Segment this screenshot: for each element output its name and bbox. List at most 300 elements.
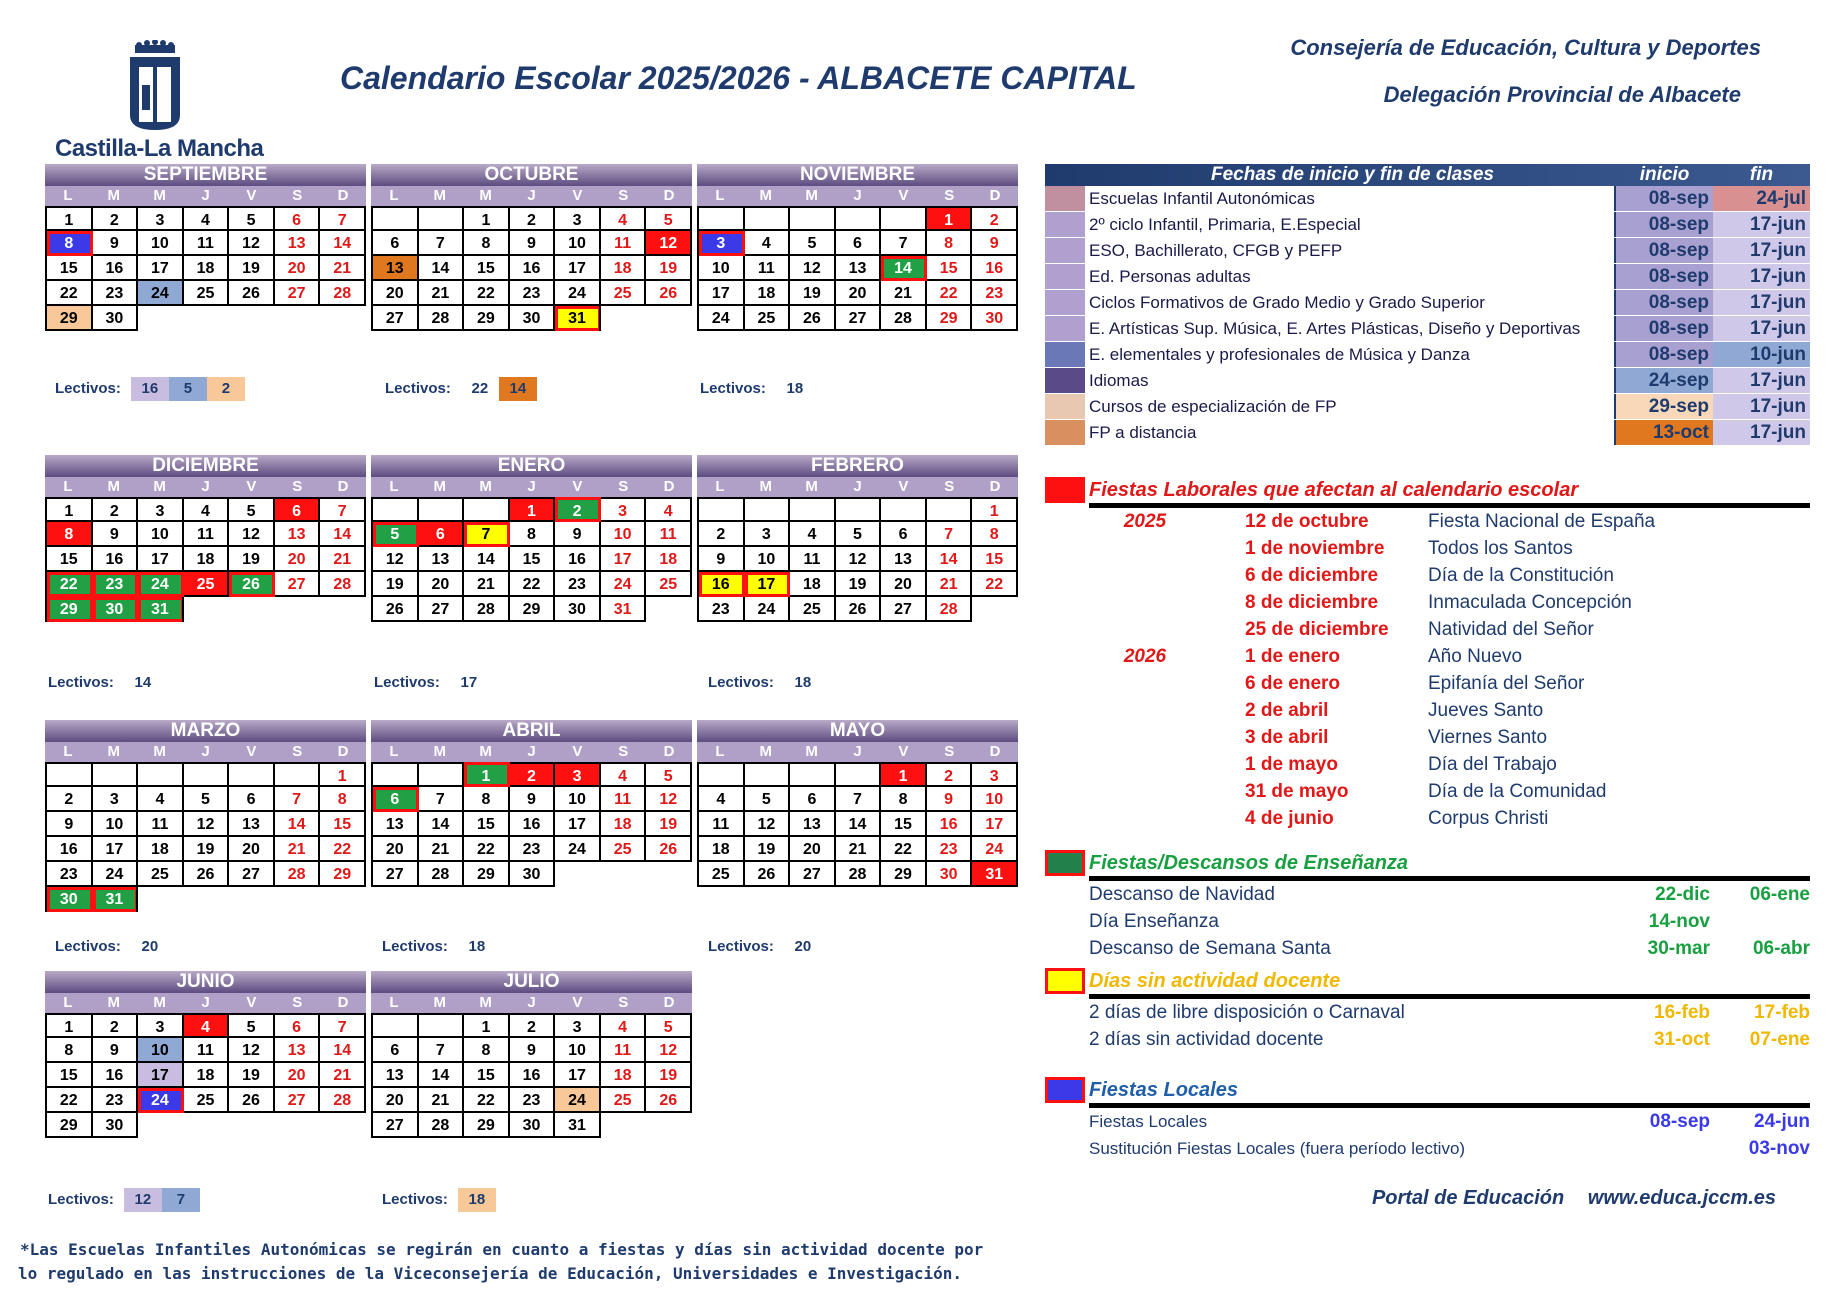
empty-cell: [275, 306, 321, 331]
fiesta-year: [1045, 562, 1245, 589]
row-inicio: 08-sep: [1616, 186, 1713, 211]
day-cell: 19: [745, 837, 791, 862]
page-title: Calendario Escolar 2025/2026 - ALBACETE CAPITAL: [340, 60, 1137, 96]
item-label: 2 días de libre disposición o Carnaval: [1089, 1002, 1405, 1023]
day-cell: 22: [320, 837, 366, 862]
day-cell: 29: [881, 862, 927, 887]
item-label: Descanso de Semana Santa: [1089, 938, 1331, 959]
item-from: 30-mar: [1647, 938, 1710, 959]
fiesta-date: 4 de junio: [1245, 808, 1334, 829]
fiesta-year: [1045, 670, 1245, 697]
day-cell: 5: [229, 1013, 275, 1038]
fiesta-name: Inmaculada Concepción: [1428, 592, 1632, 613]
day-cell: 10: [555, 231, 601, 256]
empty-cell: [229, 762, 275, 787]
fiesta-item: [1045, 805, 1810, 832]
day-cell: 24: [972, 837, 1018, 862]
day-cell: 2: [927, 762, 973, 787]
day-cell: 6: [275, 206, 321, 231]
row-label: Escuelas Infantil Autonómicas: [1089, 186, 1616, 211]
day-cell: 15: [510, 547, 556, 572]
lectivos-value: 12: [124, 1188, 162, 1212]
day-cell: 1: [47, 206, 93, 231]
day-cell: 16: [510, 812, 556, 837]
weekday-label: V: [898, 743, 909, 760]
weekday-header: [371, 186, 692, 206]
day-cell: 25: [601, 837, 647, 862]
row-fin: 24-jul: [1713, 186, 1810, 211]
empty-cell: [419, 762, 465, 787]
lectivos-value: 17: [460, 674, 478, 691]
list-item: [1089, 908, 1810, 935]
day-cell: 6: [836, 231, 882, 256]
day-cell: 1: [464, 1013, 510, 1038]
empty-cell: [229, 306, 275, 331]
day-cell: 28: [836, 862, 882, 887]
day-cell: 14: [275, 812, 321, 837]
day-cell: 18: [601, 1063, 647, 1088]
day-cell: 15: [927, 256, 973, 281]
fiesta-year: 2025: [1123, 511, 1167, 532]
day-cell: 21: [419, 281, 465, 306]
day-cell: 18: [699, 837, 745, 862]
day-cell: 14: [464, 547, 510, 572]
day-cell: 15: [972, 547, 1018, 572]
row-fin: 17-jun: [1713, 394, 1810, 419]
day-cell: 31: [93, 887, 139, 912]
day-cell: 30: [972, 306, 1018, 331]
day-cell: 9: [93, 1038, 139, 1063]
fiesta-year: [1045, 778, 1245, 805]
day-cell: 13: [373, 1063, 419, 1088]
fiesta-name: Natividad del Señor: [1428, 619, 1594, 640]
fiesta-name: Jueves Santo: [1428, 700, 1544, 721]
day-cell: 1: [510, 497, 556, 522]
day-cell: 3: [699, 231, 745, 256]
fiestas-ensenanza-list: [1045, 881, 1810, 962]
day-cell: 8: [927, 231, 973, 256]
day-grid: [697, 762, 1018, 887]
day-cell: 1: [320, 762, 366, 787]
day-cell: 17: [555, 812, 601, 837]
weekday-label: D: [663, 478, 675, 495]
fiesta-item: [1045, 724, 1810, 751]
weekday-label: D: [337, 994, 349, 1011]
fin-header: fin: [1749, 164, 1774, 185]
day-cell: 31: [555, 1113, 601, 1138]
weekday-label: V: [246, 478, 257, 495]
weekday-label: S: [618, 743, 629, 760]
day-cell: 2: [510, 762, 556, 787]
row-swatch: [1045, 238, 1085, 263]
empty-cell: [373, 497, 419, 522]
day-cell: 22: [510, 572, 556, 597]
fiesta-item: [1045, 697, 1810, 724]
fiestas-laborales-swatch: [1045, 477, 1085, 503]
day-cell: 26: [229, 1088, 275, 1113]
fiestas-laborales-list: [1045, 508, 1810, 832]
lectivos-value: 2: [207, 377, 245, 401]
day-cell: 6: [373, 787, 419, 812]
day-cell: 28: [419, 306, 465, 331]
weekday-label: J: [853, 478, 862, 495]
fechas-row: [1045, 186, 1810, 212]
day-cell: 17: [93, 837, 139, 862]
day-cell: 1: [972, 497, 1018, 522]
empty-cell: [275, 597, 321, 622]
day-cell: 11: [745, 256, 791, 281]
weekday-label: L: [389, 994, 399, 1011]
lectivos-row: [700, 377, 814, 401]
day-cell: 24: [138, 281, 184, 306]
weekday-label: M: [433, 994, 447, 1011]
day-cell: 27: [373, 862, 419, 887]
empty-cell: [229, 597, 275, 622]
day-cell: 5: [373, 522, 419, 547]
dias-sin-actividad-list: [1045, 999, 1810, 1053]
row-swatch: [1045, 264, 1085, 289]
fiesta-year: [1045, 751, 1245, 778]
empty-cell: [790, 206, 836, 231]
fiesta-date: 31 de mayo: [1245, 781, 1349, 802]
weekday-header: [371, 742, 692, 762]
lectivos-row: [382, 1188, 496, 1212]
day-cell: 18: [601, 256, 647, 281]
fiesta-item: [1045, 643, 1810, 670]
day-cell: 16: [555, 547, 601, 572]
fiesta-year: [1045, 589, 1245, 616]
day-cell: 23: [47, 862, 93, 887]
lectivos-label: Lectivos:: [382, 1191, 448, 1208]
fiesta-date: 1 de noviembre: [1245, 538, 1385, 559]
day-cell: 26: [373, 597, 419, 622]
fiesta-name: Epifanía del Señor: [1428, 673, 1585, 694]
day-cell: 22: [881, 837, 927, 862]
weekday-label: J: [201, 994, 210, 1011]
month-title: OCTUBRE: [371, 164, 692, 186]
weekday-label: J: [853, 743, 862, 760]
weekday-label: L: [63, 478, 73, 495]
day-cell: 27: [836, 306, 882, 331]
day-cell: 1: [927, 206, 973, 231]
fiesta-name: Día del Trabajo: [1428, 754, 1557, 775]
day-cell: 7: [275, 787, 321, 812]
day-cell: 12: [373, 547, 419, 572]
weekday-label: V: [898, 478, 909, 495]
month-title: ABRIL: [371, 720, 692, 742]
dias-sin-actividad-swatch: [1045, 968, 1085, 994]
weekday-label: S: [618, 994, 629, 1011]
empty-cell: [881, 497, 927, 522]
empty-cell: [745, 206, 791, 231]
day-cell: 29: [47, 306, 93, 331]
day-cell: 3: [93, 787, 139, 812]
lectivos-label: Lectivos:: [55, 380, 121, 397]
day-cell: 20: [373, 837, 419, 862]
day-cell: 20: [275, 547, 321, 572]
day-cell: 3: [138, 1013, 184, 1038]
day-cell: 22: [464, 281, 510, 306]
weekday-label: L: [389, 478, 399, 495]
lectivos-value: 16: [131, 377, 169, 401]
day-cell: 5: [646, 206, 692, 231]
day-cell: 21: [836, 837, 882, 862]
day-cell: 28: [881, 306, 927, 331]
month-title: MAYO: [697, 720, 1018, 742]
weekday-label: M: [433, 187, 447, 204]
day-grid: [45, 1013, 366, 1138]
weekday-label: S: [618, 478, 629, 495]
fiestas-locales-list: [1045, 1108, 1810, 1162]
day-cell: 18: [790, 572, 836, 597]
item-to: 06-ene: [1749, 884, 1810, 905]
weekday-label: D: [337, 743, 349, 760]
weekday-label: M: [805, 478, 818, 495]
empty-cell: [601, 862, 647, 887]
day-cell: 30: [47, 887, 93, 912]
day-cell: 24: [601, 572, 647, 597]
day-cell: 15: [47, 547, 93, 572]
lectivos-label: Lectivos:: [48, 674, 114, 691]
row-label: Ed. Personas adultas: [1089, 264, 1616, 289]
row-inicio: 13-oct: [1616, 420, 1713, 445]
empty-cell: [229, 887, 275, 912]
fiestas-laborales-section: [1045, 477, 1810, 832]
row-label: Cursos de especialización de FP: [1089, 394, 1616, 419]
day-grid: [371, 206, 692, 331]
fiesta-name: Fiesta Nacional de España: [1428, 511, 1656, 532]
lectivos-value: 14: [134, 674, 152, 691]
fiesta-item: [1045, 589, 1810, 616]
day-cell: 30: [93, 597, 139, 622]
day-cell: 7: [320, 1013, 366, 1038]
row-label: FP a distancia: [1089, 420, 1616, 445]
item-to: 06-abr: [1752, 938, 1810, 959]
day-cell: 16: [972, 256, 1018, 281]
row-inicio: 08-sep: [1616, 290, 1713, 315]
day-cell: 7: [320, 497, 366, 522]
day-cell: 16: [47, 837, 93, 862]
weekday-label: M: [107, 994, 121, 1011]
day-cell: 15: [320, 812, 366, 837]
weekday-label: D: [663, 187, 675, 204]
weekday-label: D: [663, 743, 675, 760]
day-cell: 11: [601, 787, 647, 812]
portal-url[interactable]: www.educa.jccm.es: [1587, 1187, 1776, 1209]
fiesta-year: 2026: [1123, 646, 1167, 667]
day-cell: 12: [745, 812, 791, 837]
day-cell: 21: [275, 837, 321, 862]
item-to: [1710, 908, 1810, 935]
portal-label: Portal de Educación: [1371, 1187, 1565, 1209]
day-cell: 21: [419, 837, 465, 862]
day-cell: 28: [419, 862, 465, 887]
empty-cell: [373, 1013, 419, 1038]
day-grid: [45, 497, 366, 622]
fechas-row: [1045, 290, 1810, 316]
row-fin: 10-jun: [1713, 342, 1810, 367]
day-grid: [697, 206, 1018, 331]
day-cell: 21: [464, 572, 510, 597]
weekday-label: M: [805, 743, 818, 760]
day-cell: 1: [47, 1013, 93, 1038]
lectivos-value: 5: [169, 377, 207, 401]
inicio-header: inicio: [1639, 164, 1690, 185]
day-cell: 4: [745, 231, 791, 256]
empty-cell: [970, 597, 1018, 622]
empty-cell: [373, 206, 419, 231]
weekday-label: V: [572, 478, 583, 495]
day-cell: 27: [373, 1113, 419, 1138]
lectivos-label: Lectivos:: [708, 938, 774, 955]
fiestas-locales-swatch: [1045, 1077, 1085, 1103]
fiesta-date: 1 de enero: [1245, 646, 1341, 667]
day-cell: 8: [320, 787, 366, 812]
day-cell: 9: [927, 787, 973, 812]
fiesta-date: 12 de octubre: [1245, 511, 1369, 532]
row-fin: 17-jun: [1713, 290, 1810, 315]
row-swatch: [1045, 394, 1085, 419]
weekday-label: M: [479, 187, 492, 204]
footnote-line-1: *Las Escuelas Infantiles Autonómicas se regirán en cuanto a fiestas y días sin actividad docente por: [20, 1240, 984, 1259]
day-cell: 3: [601, 497, 647, 522]
empty-cell: [836, 497, 882, 522]
day-cell: 11: [184, 522, 230, 547]
weekday-label: S: [618, 187, 629, 204]
day-cell: 24: [555, 837, 601, 862]
day-cell: 13: [275, 522, 321, 547]
lectivos-value: 18: [468, 938, 486, 955]
day-cell: 30: [93, 306, 139, 331]
fiesta-name: Viernes Santo: [1428, 727, 1548, 748]
day-cell: 31: [601, 597, 647, 622]
empty-cell: [599, 306, 647, 331]
day-cell: 12: [790, 256, 836, 281]
item-label: Sustitución Fiestas Locales (fuera período lectivo): [1089, 1139, 1466, 1158]
fiesta-name: Corpus Christi: [1428, 808, 1549, 829]
day-cell: 29: [464, 1113, 510, 1138]
day-cell: 19: [229, 256, 275, 281]
day-cell: 18: [138, 837, 184, 862]
day-cell: 2: [510, 1013, 556, 1038]
month-mayo: [697, 720, 1018, 887]
day-grid: [371, 762, 692, 887]
fiesta-year: [1045, 616, 1245, 643]
row-inicio: 29-sep: [1616, 394, 1713, 419]
day-cell: 5: [745, 787, 791, 812]
month-title: JULIO: [371, 971, 692, 993]
weekday-label: M: [479, 743, 492, 760]
day-cell: 7: [419, 231, 465, 256]
item-label: Fiestas Locales: [1089, 1112, 1208, 1131]
weekday-label: J: [853, 187, 862, 204]
lectivos-label: Lectivos:: [700, 380, 766, 397]
lectivos-row: [708, 935, 822, 959]
day-cell: 4: [646, 497, 692, 522]
month-octubre: [371, 164, 692, 331]
month-title: JUNIO: [45, 971, 366, 993]
item-from: 16-feb: [1654, 1002, 1710, 1023]
row-inicio: 24-sep: [1616, 368, 1713, 393]
list-item: [1089, 1135, 1810, 1162]
row-fin: 17-jun: [1713, 212, 1810, 237]
fiesta-date: 8 de diciembre: [1245, 592, 1379, 613]
day-cell: 10: [555, 787, 601, 812]
day-cell: 17: [601, 547, 647, 572]
day-cell: 20: [373, 281, 419, 306]
day-cell: 22: [927, 281, 973, 306]
row-inicio: 08-sep: [1616, 316, 1713, 341]
row-label: E. elementales y profesionales de Música y Danza: [1089, 342, 1616, 367]
day-cell: 27: [275, 281, 321, 306]
day-cell: 15: [47, 256, 93, 281]
day-grid: [45, 762, 366, 912]
empty-cell: [275, 1113, 321, 1138]
weekday-label: V: [246, 187, 257, 204]
item-from: 22-dic: [1655, 884, 1710, 905]
weekday-header: [45, 993, 366, 1013]
weekday-label: M: [153, 478, 166, 495]
weekday-label: M: [153, 994, 166, 1011]
day-cell: 20: [836, 281, 882, 306]
portal-footer: [1372, 1187, 1776, 1210]
fiesta-year: [1045, 535, 1245, 562]
day-cell: 1: [47, 497, 93, 522]
month-diciembre: [45, 455, 366, 622]
empty-cell: [320, 306, 366, 331]
day-cell: 5: [646, 1013, 692, 1038]
day-cell: 12: [646, 787, 692, 812]
day-cell: 20: [275, 256, 321, 281]
day-cell: 25: [790, 597, 836, 622]
fechas-row: [1045, 212, 1810, 238]
empty-cell: [184, 762, 230, 787]
weekday-label: J: [527, 187, 536, 204]
day-cell: 17: [699, 281, 745, 306]
month-julio: [371, 971, 692, 1138]
fiestas-locales-title: Fiestas Locales: [1089, 1078, 1238, 1101]
day-cell: 28: [320, 1088, 366, 1113]
weekday-label: J: [201, 743, 210, 760]
day-cell: 24: [555, 1088, 601, 1113]
item-to: 24-jun: [1754, 1111, 1810, 1132]
day-cell: 15: [464, 812, 510, 837]
day-cell: 23: [93, 281, 139, 306]
day-cell: 9: [972, 231, 1018, 256]
day-cell: 29: [320, 862, 366, 887]
lectivos-row: [48, 1188, 200, 1212]
day-cell: 16: [699, 572, 745, 597]
footnote: [18, 1238, 983, 1286]
day-cell: 3: [555, 762, 601, 787]
day-cell: 10: [138, 522, 184, 547]
fiesta-item: [1045, 562, 1810, 589]
day-cell: 8: [464, 1038, 510, 1063]
lectivos-row: [708, 671, 822, 695]
weekday-label: L: [715, 478, 725, 495]
fiesta-year: [1045, 805, 1245, 832]
day-cell: 23: [699, 597, 745, 622]
month-title: NOVIEMBRE: [697, 164, 1018, 186]
day-cell: 2: [93, 1013, 139, 1038]
fiesta-name: Día de la Comunidad: [1428, 781, 1607, 802]
day-cell: 27: [373, 306, 419, 331]
day-cell: 23: [93, 572, 139, 597]
fiesta-date: 3 de abril: [1245, 727, 1329, 748]
day-cell: 6: [373, 1038, 419, 1063]
day-cell: 12: [646, 231, 692, 256]
fiestas-laborales-title: Fiestas Laborales que afectan al calendario escolar: [1089, 478, 1579, 501]
